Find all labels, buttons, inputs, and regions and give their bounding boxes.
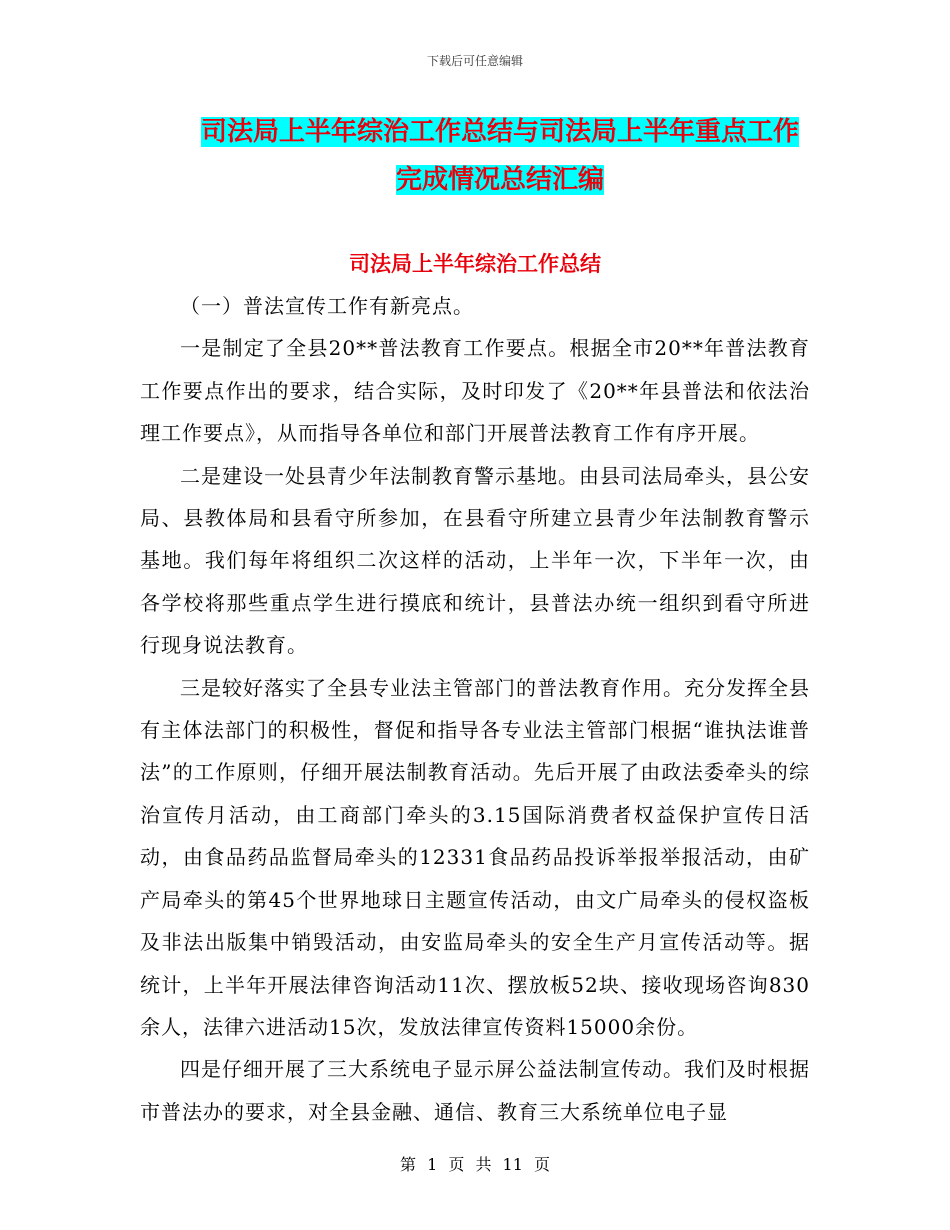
paragraph: 四是仔细开展了三大系统电子显示屏公益法制宣传动。我们及时根据市普法办的要求，对全县金融、通信、教育三大系统单位电子显 — [140, 1057, 810, 1124]
paragraph: 二是建设一处县青少年法制教育警示基地。由县司法局牵头，县公安局、县教体局和县看守所参加，在县看守所建立县青少年法制教育警示基地。我们每年将组织二次这样的活动，上半年一次，下半年一次，由各学校将那些重点学生进行摸底和统计，县普法办统一组织到看守所进行现身说法教育。 — [140, 463, 810, 658]
document-title — [140, 108, 860, 204]
page-header-text: 下载后可任意编辑 — [426, 54, 523, 68]
document-body — [140, 285, 810, 1133]
document-title-line-2: 完成情况总结汇编 — [395, 165, 604, 195]
paragraph: （一）普法宣传工作有新亮点。 — [180, 294, 474, 318]
paragraph: 一是制定了全县20**普法教育工作要点。根据全市20**年普法教育工作要点作出的要求，结合实际，及时印发了《20**年县普法和依法治理工作要点》，从而指导各单位和部门开展普法教育工作有序开展。 — [140, 336, 810, 446]
page-number-text: 第 1 页 共 11 页 — [400, 1155, 550, 1174]
document-title-line-1: 司法局上半年综治工作总结与司法局上半年重点工作 — [200, 117, 799, 147]
paragraph: 三是较好落实了全县专业法主管部门的普法教育作用。充分发挥全县有主体法部门的积极性，督促和指导各专业法主管部门根据“谁执法谁普法”的工作原则，仔细开展法制教育活动。先后开展了由政法委牵头的综治宣传月活动，由工商部门牵头的3.15国际消费者权益保护宣传日活动，由食品药品监督局牵头的12331食品药品投诉举报举报活动，由矿产局牵头的第45个世界地球日主题宣传活动，由文广局牵头的侵权盗板及非法出版集中销毁活动，由安监局牵头的安全生产月宣传活动等。据统计，上半年开展法律咨询活动11次、摆放板52块、接收现场咨询830余人，法律六进活动15次，发放法律宣传资料15000余份。 — [140, 675, 810, 1039]
page-header — [0, 53, 950, 69]
section-title: 司法局上半年综治工作总结 — [349, 252, 601, 276]
page-footer — [0, 1153, 950, 1177]
